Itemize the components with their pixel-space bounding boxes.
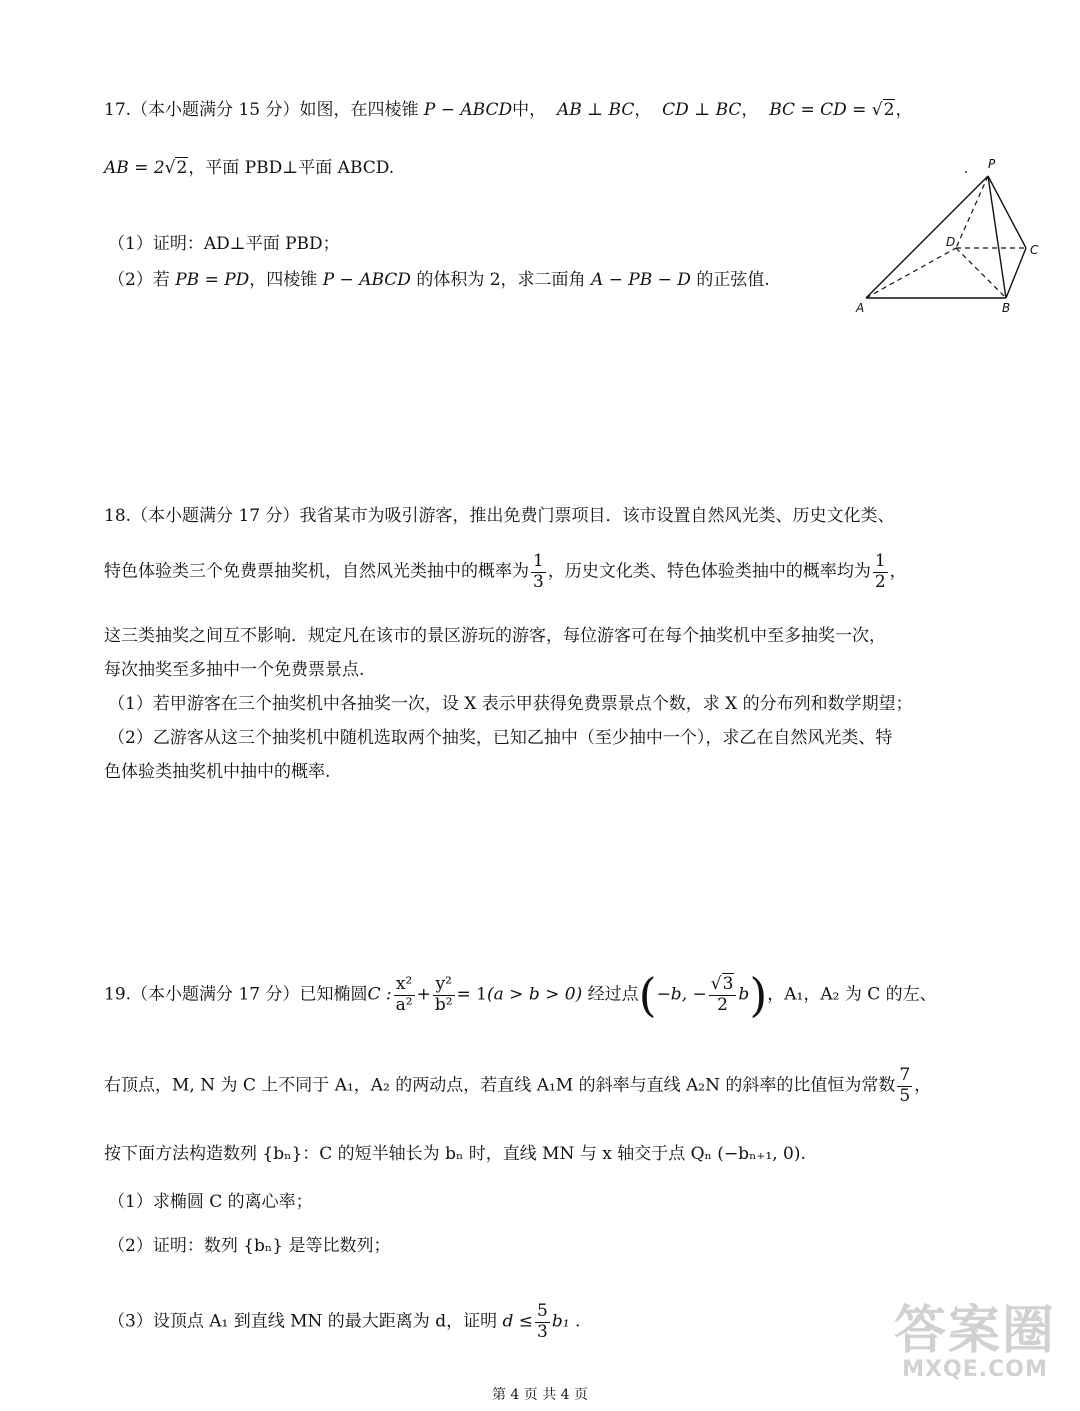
q19-head: 19.（本小题满分 17 分）已知椭圆 <box>104 984 368 1005</box>
q19-part-2 <box>108 1238 391 1255</box>
q18-line-2c: ， <box>889 561 907 582</box>
q17-tail: ， <box>895 100 913 120</box>
watermark-logo <box>880 1301 1070 1405</box>
q17-line-2 <box>104 160 394 177</box>
edge-pd <box>956 176 988 248</box>
q17-sep-2: ， <box>741 100 759 120</box>
q19-pass: 经过点 <box>587 984 639 1005</box>
frac-sqrt3-num: √3 <box>709 975 737 996</box>
fraction-y2-b2 <box>433 975 455 1015</box>
q19-point-part-1: −b, − <box>656 984 707 1005</box>
q19-tail: ，A₁，A₂ 为 C 的左、 <box>767 984 937 1005</box>
q17-p2d: P − ABCD <box>322 270 411 290</box>
frac-x2-num: x² <box>394 975 415 996</box>
label-p: P <box>988 157 996 171</box>
fraction-sqrt3-2 <box>709 975 737 1015</box>
q18-line-7 <box>104 764 330 781</box>
q19-eq: = 1 <box>456 984 487 1005</box>
q18-line-3-text: 这三类抽奖之间互不影响．规定凡在该市的景区游玩的游客，每位游客可在每个抽奖机中至多抽奖一次， <box>104 626 886 646</box>
frac-2-den: 2 <box>717 994 728 1015</box>
q17-apex: P <box>423 100 436 120</box>
pyramid-figure <box>850 150 1050 320</box>
q19-plus: + <box>416 984 431 1005</box>
q17-base: ABCD <box>460 100 513 120</box>
fraction-one-third <box>531 552 546 592</box>
frac-1-2-num: 1 <box>874 551 886 571</box>
frac-a2-den: a² <box>395 994 413 1015</box>
q17-sep-1: ， <box>634 100 652 120</box>
q17-part-1-text: （1）证明：AD⊥平面 PBD； <box>108 234 340 254</box>
q19-line-2b: ， <box>914 1075 932 1096</box>
frac-5-num: 5 <box>537 1301 548 1321</box>
label-d: D <box>946 235 956 249</box>
watermark-sub: MXQE.COM <box>902 1357 1048 1382</box>
q19-line-3 <box>104 1146 806 1163</box>
q18-line-1 <box>104 508 894 525</box>
frac-7-num: 7 <box>899 1065 911 1085</box>
q17-cond-3: BC = CD = <box>769 100 867 120</box>
frac-y2-num: y² <box>433 975 455 996</box>
q17-cond-1: AB ⊥ BC <box>556 100 635 120</box>
edge-ad <box>866 248 956 298</box>
big-paren-left: ( <box>638 968 657 1022</box>
sqrt-2b-radicand: 2 <box>176 158 188 178</box>
q19-part-1 <box>108 1194 313 1211</box>
frac-3-den: 3 <box>537 1321 548 1342</box>
q19-part-3a: （3）设顶点 A₁ 到直线 MN 的最大距离为 d，证明 <box>108 1311 498 1332</box>
q17-p2e: 的体积为 2，求二面角 <box>416 270 586 290</box>
q17-p2a: （2）若 <box>108 270 170 290</box>
q19-part-3 <box>108 1302 580 1342</box>
label-b: B <box>1002 301 1011 315</box>
q17-p2c: ，四棱锥 <box>249 270 318 290</box>
watermark-main: 答案圈 <box>893 1301 1056 1361</box>
fraction-five-thirds <box>535 1302 550 1342</box>
frac-5-den: 5 <box>899 1085 911 1106</box>
q17-part-1 <box>108 236 340 253</box>
q18-part-2-cont: 色体验类抽奖机中抽中的概率. <box>104 762 331 782</box>
frac-b2-den: b² <box>434 994 453 1015</box>
q17-p2b: PB = PD <box>175 270 250 290</box>
sqrt-2b: √2 <box>164 158 188 178</box>
q18-line-2a: 特色体验类三个免费票抽奖机，自然风光类抽中的概率为 <box>104 561 529 582</box>
sqrt-3-radicand: 3 <box>722 973 734 994</box>
page-footer: 第 4 页 共 4 页 <box>491 1387 589 1403</box>
q19-cond: (a > b > 0) <box>487 984 583 1005</box>
q18-line-4-text: 每次抽奖至多抽中一个免费票景点. <box>104 660 365 680</box>
q18-line-2 <box>104 552 907 592</box>
edge-pa <box>866 176 988 298</box>
q17-ab-eq: AB = 2 <box>104 158 165 178</box>
label-a: A <box>856 301 865 315</box>
label-c: C <box>1030 243 1039 257</box>
q18-line-1-text: 18.（本小题满分 17 分）我省某市为吸引游客，推出免费门票项目．该市设置自然风光类、历史文化类、 <box>104 506 895 526</box>
q19-ellipse-name: C : <box>367 984 392 1005</box>
q17-p2f: A − PB − D <box>590 270 691 290</box>
q19-line-2a: 右顶点，M, N 为 C 上不同于 A₁，A₂ 的两动点，若直线 A₁M 的斜率与直线 A₂N 的斜率的比值恒为常数 <box>104 1075 896 1096</box>
q19-part-2-text: （2）证明：数列 {bₙ} 是等比数列； <box>108 1236 391 1256</box>
q19-part-3c: b₁ . <box>551 1311 581 1332</box>
q19-line-3-text: 按下面方法构造数列 {bₙ}：C 的短半轴长为 bₙ 时，直线 MN 与 x 轴交于点 Qₙ (−bₙ₊₁, 0). <box>104 1144 806 1164</box>
frac-1-3-den: 3 <box>533 571 544 592</box>
q18-line-6 <box>108 730 892 747</box>
fraction-x2-a2 <box>394 975 415 1015</box>
q19-part-3b: d ≤ <box>502 1311 534 1332</box>
q17-zhong: 中， <box>512 100 547 120</box>
q18-line-3 <box>104 628 886 645</box>
q17-cond-2: CD ⊥ BC <box>662 100 742 120</box>
fraction-one-half <box>873 552 888 592</box>
frac-1-2-den: 2 <box>874 571 886 592</box>
q17-part-2 <box>108 272 770 289</box>
q17-minus: − <box>440 100 455 120</box>
q18-line-5 <box>108 696 913 713</box>
sqrt-2-radicand: 2 <box>883 100 895 120</box>
q17-plane-cond: ，平面 PBD⊥平面 ABCD. <box>188 158 395 178</box>
q18-line-4 <box>104 662 364 679</box>
q17-line-1 <box>104 102 912 119</box>
q18-part-1-text: （1）若甲游客在三个抽奖机中各抽奖一次，设 X 表示甲获得免费票景点个数，求 X 的分布列和数学期望； <box>108 694 913 714</box>
q18-part-2-text: （2）乙游客从这三个抽奖机中随机选取两个抽奖，已知乙抽中（至少抽中一个），求乙在自然风光类、特 <box>108 728 893 748</box>
frac-1-3-num: 1 <box>533 551 544 571</box>
edge-bc <box>1006 248 1026 298</box>
figure-dot <box>965 171 967 173</box>
fraction-seven-fifths <box>897 1066 912 1106</box>
big-paren-right: ) <box>749 968 768 1022</box>
q17-p2g: 的正弦值. <box>696 270 770 290</box>
q19-point-b: b <box>738 984 750 1005</box>
q17-head: 17.（本小题满分 15 分）如图，在四棱锥 <box>104 100 419 120</box>
q19-part-1-text: （1）求椭圆 C 的离心率； <box>108 1192 313 1212</box>
edge-db <box>956 248 1006 298</box>
q19-line-2 <box>104 1066 931 1106</box>
sqrt-2: √2 <box>871 100 895 120</box>
q19-line-1 <box>104 968 937 1022</box>
q18-line-2b: ，历史文化类、特色体验类抽中的概率均为 <box>547 561 871 582</box>
